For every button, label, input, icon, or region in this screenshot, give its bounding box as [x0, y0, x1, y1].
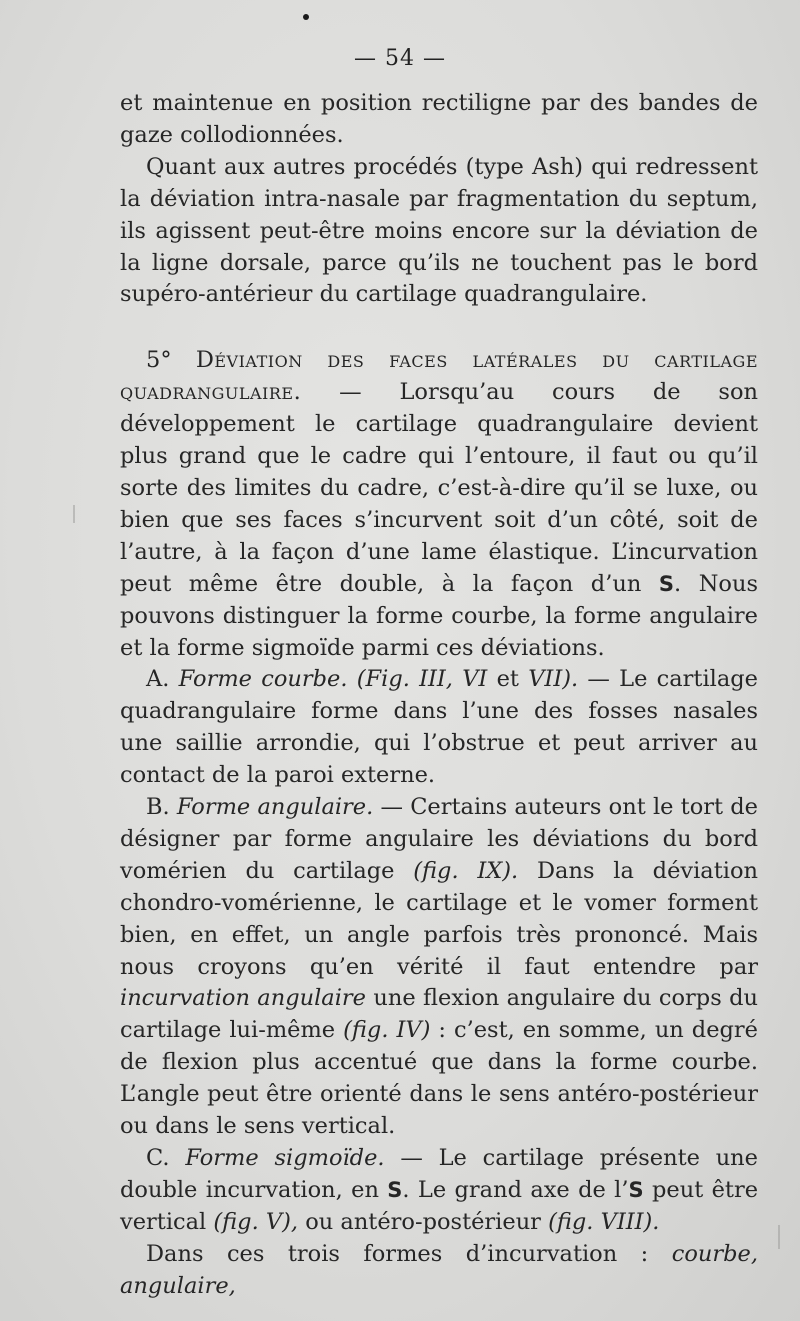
subsection-title: Forme courbe. (Fig. III, VI [178, 666, 488, 693]
letter-s: S [658, 571, 675, 596]
emphasis-text: incurvation angulaire [120, 985, 366, 1012]
subsection-title: Forme angulaire. [176, 794, 374, 821]
figure-ref: (fig. V), [213, 1208, 299, 1235]
figure-ref: (fig. VIII). [548, 1208, 660, 1235]
subsection-label: A. [146, 666, 170, 693]
section-number: 5° [146, 347, 172, 374]
paragraph-2: Quant aux autres procédés (type Ash) qui redressent la déviation intra-nasale par fragmentation du septum, ils agissent peut-être moins encore sur la déviation de la ligne dorsale, parce qu’ils ne touchent pas le bord supéro-antérieur du cartilage quadrangulaire. [120, 153, 758, 308]
letter-s: S [628, 1177, 644, 1202]
subsection-text: — Le cartilage présente une double incurvation, en [120, 1145, 758, 1203]
subsection-title-end: VII). [528, 666, 579, 693]
subsection-title: Forme sigmoïde. [185, 1145, 385, 1171]
section-text: — Lorsqu’au cours de son développement le cartilage quadrangulaire devient plus grand que le cadre qui l’entoure, il faut ou qu’il sorte des limites du cadre, c’est-à-dire qu’il se luxe, ou bien que ses faces s’incurvent soit d’un côté, soit de l’autre, à la façon d’une lame élastique. L’incurvation peut même être double, à la façon d’un [120, 379, 758, 597]
section-gap [120, 311, 758, 345]
subsection-text: . Le grand axe de l’ [402, 1176, 629, 1203]
body-text [120, 88, 758, 1303]
paragraph-forme-sigmoide [120, 1143, 758, 1239]
paragraph-last [120, 1239, 758, 1303]
subsection-text: — Le cartilage quadrangulaire forme dans l’une des fosses nasales une saillie arrondie, qui l’obstrue et peut arriver au contact de la paroi externe. [120, 666, 758, 789]
margin-mark [73, 505, 75, 523]
paragraph-forme-courbe [120, 664, 758, 792]
subsection-text: Dans la déviation chondro-vomérienne, le cartilage et le vomer forment bien, en effet, un angle parfois très prononcé. Mais nous croyons qu’en vérité il faut entendre par [120, 857, 758, 980]
page-number: — 54 — [354, 46, 446, 71]
letter-s: S [387, 1177, 403, 1202]
subsection-text: peut être vertical [120, 1176, 759, 1235]
subsection-text: : c’est, en somme, un degré de flexion plus accentué que dans la forme courbe. L’angle peut être orienté dans le sens antéro-postérieur ou dans le sens vertical. [120, 1017, 758, 1140]
paragraph-1: et maintenue en position rectiligne par des bandes de gaze collodionnées. [120, 90, 758, 148]
subsection-label: C. [146, 1145, 170, 1171]
figure-ref: (fig. IV) [343, 1017, 431, 1044]
figure-ref: (fig. IX). [413, 857, 519, 884]
paragraph-forme-angulaire [120, 792, 758, 1143]
subsection-label: B. [146, 794, 170, 821]
subsection-title-conj: et [496, 666, 519, 693]
section-text: . Nous pouvons distinguer la forme courbe, la forme angulaire et la forme sigmoïde parmi ces déviations. [120, 570, 758, 661]
subsection-text: — Certains auteurs ont le tort de désigner par forme angulaire les déviations du bord vomérien du cartilage [120, 794, 758, 884]
subsection-text: une flexion angulaire du corps du cartilage lui-même [120, 985, 759, 1044]
margin-mark [778, 1225, 780, 1249]
emphasis-text: courbe, angulaire, [120, 1240, 758, 1299]
subsection-text: ou antéro-postérieur [298, 1208, 549, 1235]
ink-dot [303, 14, 309, 20]
paragraph-text: Dans ces trois formes d’incurvation : [146, 1240, 672, 1267]
paragraph-section-5 [120, 345, 758, 664]
section-heading: Déviation des faces latérales du cartilage quadrangulaire. [120, 347, 758, 406]
